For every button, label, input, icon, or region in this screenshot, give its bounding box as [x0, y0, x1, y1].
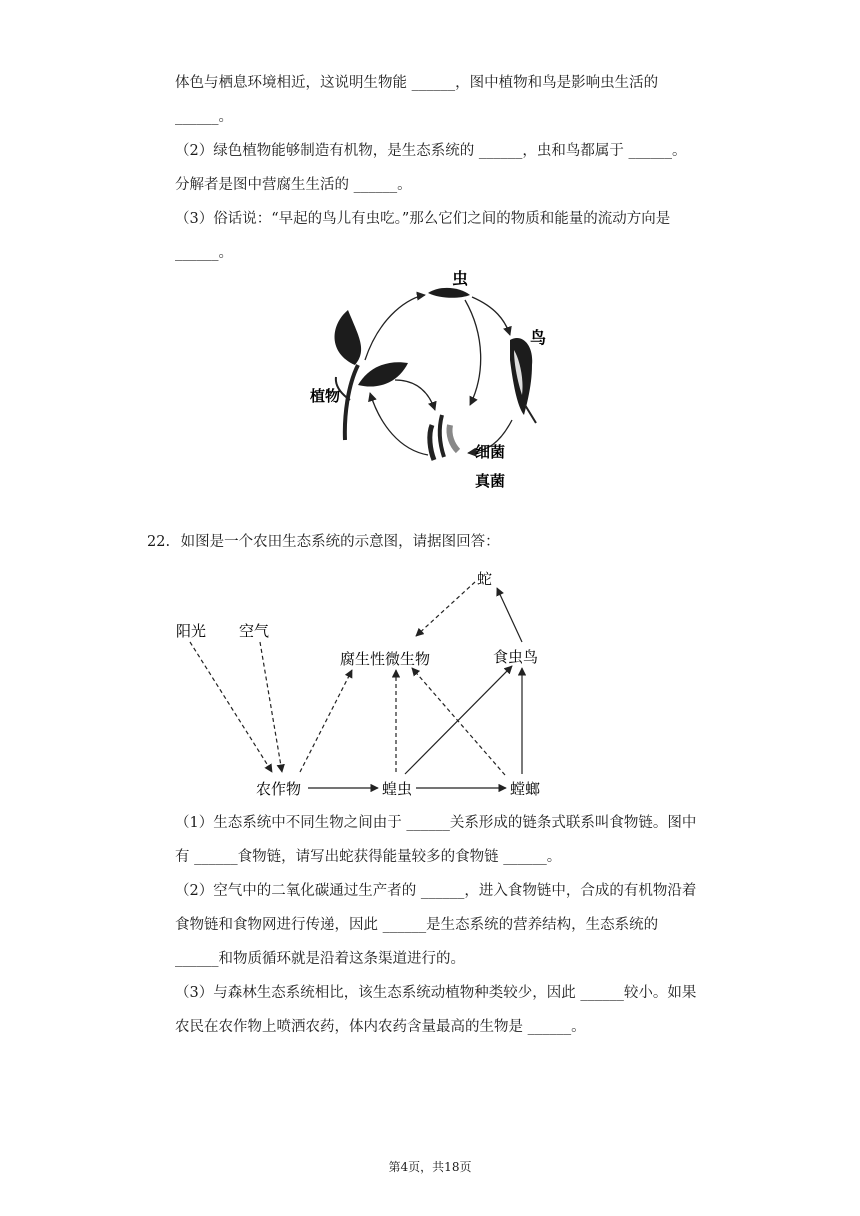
node-mantis: 螳螂 — [510, 780, 541, 798]
node-insectivorous-bird: 食虫鸟 — [493, 648, 539, 666]
q21-line-6: ______。 — [175, 245, 233, 261]
arrow-mantis-to-decomposer — [412, 668, 505, 775]
q22-line-2: 有 ______食物链，请写出蛇获得能量较多的食物链 ______。 — [175, 849, 562, 865]
label-bacteria: 细菌 — [475, 443, 506, 461]
node-snake: 蛇 — [477, 570, 493, 588]
q21-line-3: （2）绿色植物能够制造有机物，是生态系统的 ______，虫和鸟都属于 ______。 — [175, 143, 687, 159]
bird-drawing — [510, 338, 536, 423]
label-plant: 植物 — [310, 387, 341, 405]
q21-line-5: （3）俗话说：“早起的鸟儿有虫吃。”那么它们之间的物质和能量的流动方向是 — [175, 211, 671, 227]
decomposer-drawing — [430, 415, 458, 460]
insect-drawing — [428, 288, 470, 298]
label-fungi: 真菌 — [475, 472, 506, 490]
arrow-insect-to-decomposer — [465, 300, 481, 405]
q22-line-1: （1）生态系统中不同生物之间由于 ______关系形成的链条式联系叫食物链。图中 — [175, 815, 697, 831]
arrow-sunlight-to-crop — [190, 642, 272, 772]
node-locust: 蝗虫 — [382, 780, 413, 798]
q22-header — [147, 532, 500, 552]
q21-line-1: 体色与栖息环境相近，这说明生物能 ______，图中植物和鸟是影响虫生活的 — [175, 75, 659, 91]
arrow-decomposer-to-plant — [370, 393, 428, 455]
q22-line-3: （2）空气中的二氧化碳通过生产者的 ______，进入食物链中，合成的有机物沿着 — [175, 883, 697, 899]
node-decomposer: 腐生性微生物 — [340, 650, 431, 668]
q22-line-6: （3）与森林生态系统相比，该生态系统动植物种类较少，因此 ______较小。如果 — [175, 985, 697, 1001]
q22-line-7: 农民在农作物上喷洒农药，体内农药含量最高的生物是 ______。 — [175, 1019, 586, 1035]
node-sunlight: 阳光 — [176, 622, 207, 640]
arrow-crop-to-decomposer — [300, 670, 352, 772]
arrow-insect-to-bird — [472, 297, 510, 335]
arrow-locust-to-bird — [405, 666, 512, 774]
label-insect: 虫 — [452, 269, 469, 288]
q22-line-5: ______和物质循环就是沿着这条渠道进行的。 — [175, 951, 465, 967]
q21-line-2: ______。 — [175, 109, 233, 125]
node-crop: 农作物 — [256, 780, 302, 798]
arrow-plant-to-insect — [365, 295, 425, 360]
q21-line-4: 分解者是图中营腐生生活的 ______。 — [175, 177, 412, 193]
arrow-air-to-crop — [260, 642, 282, 772]
q22-number: 22. — [147, 534, 171, 550]
arrow-plant-to-decomposer — [395, 380, 435, 410]
arrow-snake-to-decomposer — [416, 582, 475, 636]
farmland-ecosystem-diagram — [160, 560, 560, 805]
page-footer: 第4页，共18页 — [388, 1160, 472, 1174]
label-bird: 鸟 — [530, 328, 547, 347]
plant-drawing — [335, 310, 408, 440]
ecosystem-cycle-figure — [300, 265, 570, 495]
node-air: 空气 — [239, 622, 270, 640]
q22-line-4: 食物链和食物网进行传递，因此 ______是生态系统的营养结构，生态系统的 — [175, 917, 659, 933]
q22-intro: 如图是一个农田生态系统的示意图，请据图回答： — [180, 534, 500, 550]
arrow-bird-to-snake — [497, 588, 522, 642]
